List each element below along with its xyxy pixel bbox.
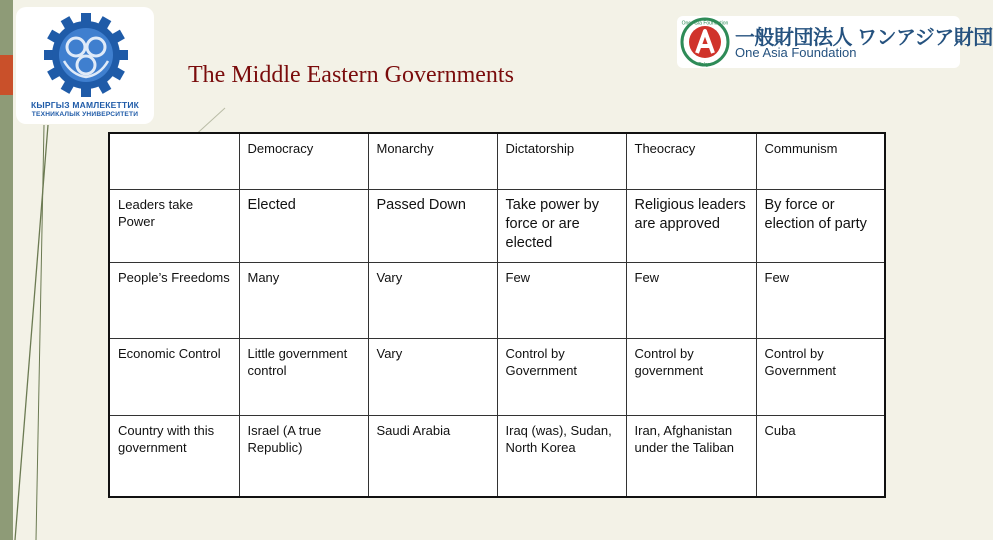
- table-cell: Take power by force or are elected: [497, 189, 626, 262]
- gear-emblem-icon: [16, 7, 154, 102]
- table-cell: Israel (A true Republic): [239, 415, 368, 497]
- university-name-line2: ТЕХНИКАЛЫК УНИВЕРСИТЕТИ: [31, 111, 139, 118]
- table-cell: Passed Down: [368, 189, 497, 262]
- page-title: The Middle Eastern Governments: [188, 62, 514, 88]
- table-corner-cell: [109, 133, 239, 189]
- table-cell: Iran, Afghanistan under the Taliban: [626, 415, 756, 497]
- table-row: [109, 415, 885, 497]
- table-row: [109, 189, 885, 262]
- table-cell: Few: [497, 262, 626, 338]
- one-asia-foundation-logo: [677, 16, 993, 68]
- column-header-democracy: Democracy: [239, 133, 368, 189]
- government-comparison-table: [108, 132, 886, 498]
- table-cell: Few: [756, 262, 885, 338]
- table-cell: Elected: [239, 189, 368, 262]
- table-cell: Control by Government: [756, 338, 885, 415]
- table-cell: Control by government: [626, 338, 756, 415]
- row-header-leaders: Leaders take Power: [109, 189, 239, 262]
- university-name-line1: КЫРГЫЗ МАМЛЕКЕТТИК: [30, 100, 140, 110]
- emblem-bottom-text: Tokyo: [698, 62, 712, 68]
- foundation-english-name: One Asia Foundation: [735, 45, 857, 60]
- table-cell: By force or election of party: [756, 189, 885, 262]
- column-header-theocracy: Theocracy: [626, 133, 756, 189]
- column-header-dictatorship: Dictatorship: [497, 133, 626, 189]
- row-header-freedoms: People’s Freedoms: [109, 262, 239, 338]
- column-header-monarchy: Monarchy: [368, 133, 497, 189]
- table-cell: Vary: [368, 338, 497, 415]
- table-row: [109, 338, 885, 415]
- table-cell: Little government control: [239, 338, 368, 415]
- column-header-communism: Communism: [756, 133, 885, 189]
- table-cell: Religious leaders are approved: [626, 189, 756, 262]
- row-header-country: Country with this government: [109, 415, 239, 497]
- table-cell: Many: [239, 262, 368, 338]
- university-logo: [16, 7, 154, 124]
- foundation-japanese-name: 一般財団法人 ワンアジア財団: [735, 27, 993, 49]
- table-cell: Saudi Arabia: [368, 415, 497, 497]
- table-cell: Iraq (was), Sudan, North Korea: [497, 415, 626, 497]
- table-header-row: [109, 133, 885, 189]
- foundation-emblem-icon: [677, 16, 733, 68]
- left-accent-block: [0, 55, 13, 95]
- row-header-economic: Economic Control: [109, 338, 239, 415]
- table-cell: Control by Government: [497, 338, 626, 415]
- table-cell: Vary: [368, 262, 497, 338]
- table-cell: Few: [626, 262, 756, 338]
- emblem-top-text: One Asia Foundation: [681, 20, 729, 27]
- table-cell: Cuba: [756, 415, 885, 497]
- table-row: [109, 262, 885, 338]
